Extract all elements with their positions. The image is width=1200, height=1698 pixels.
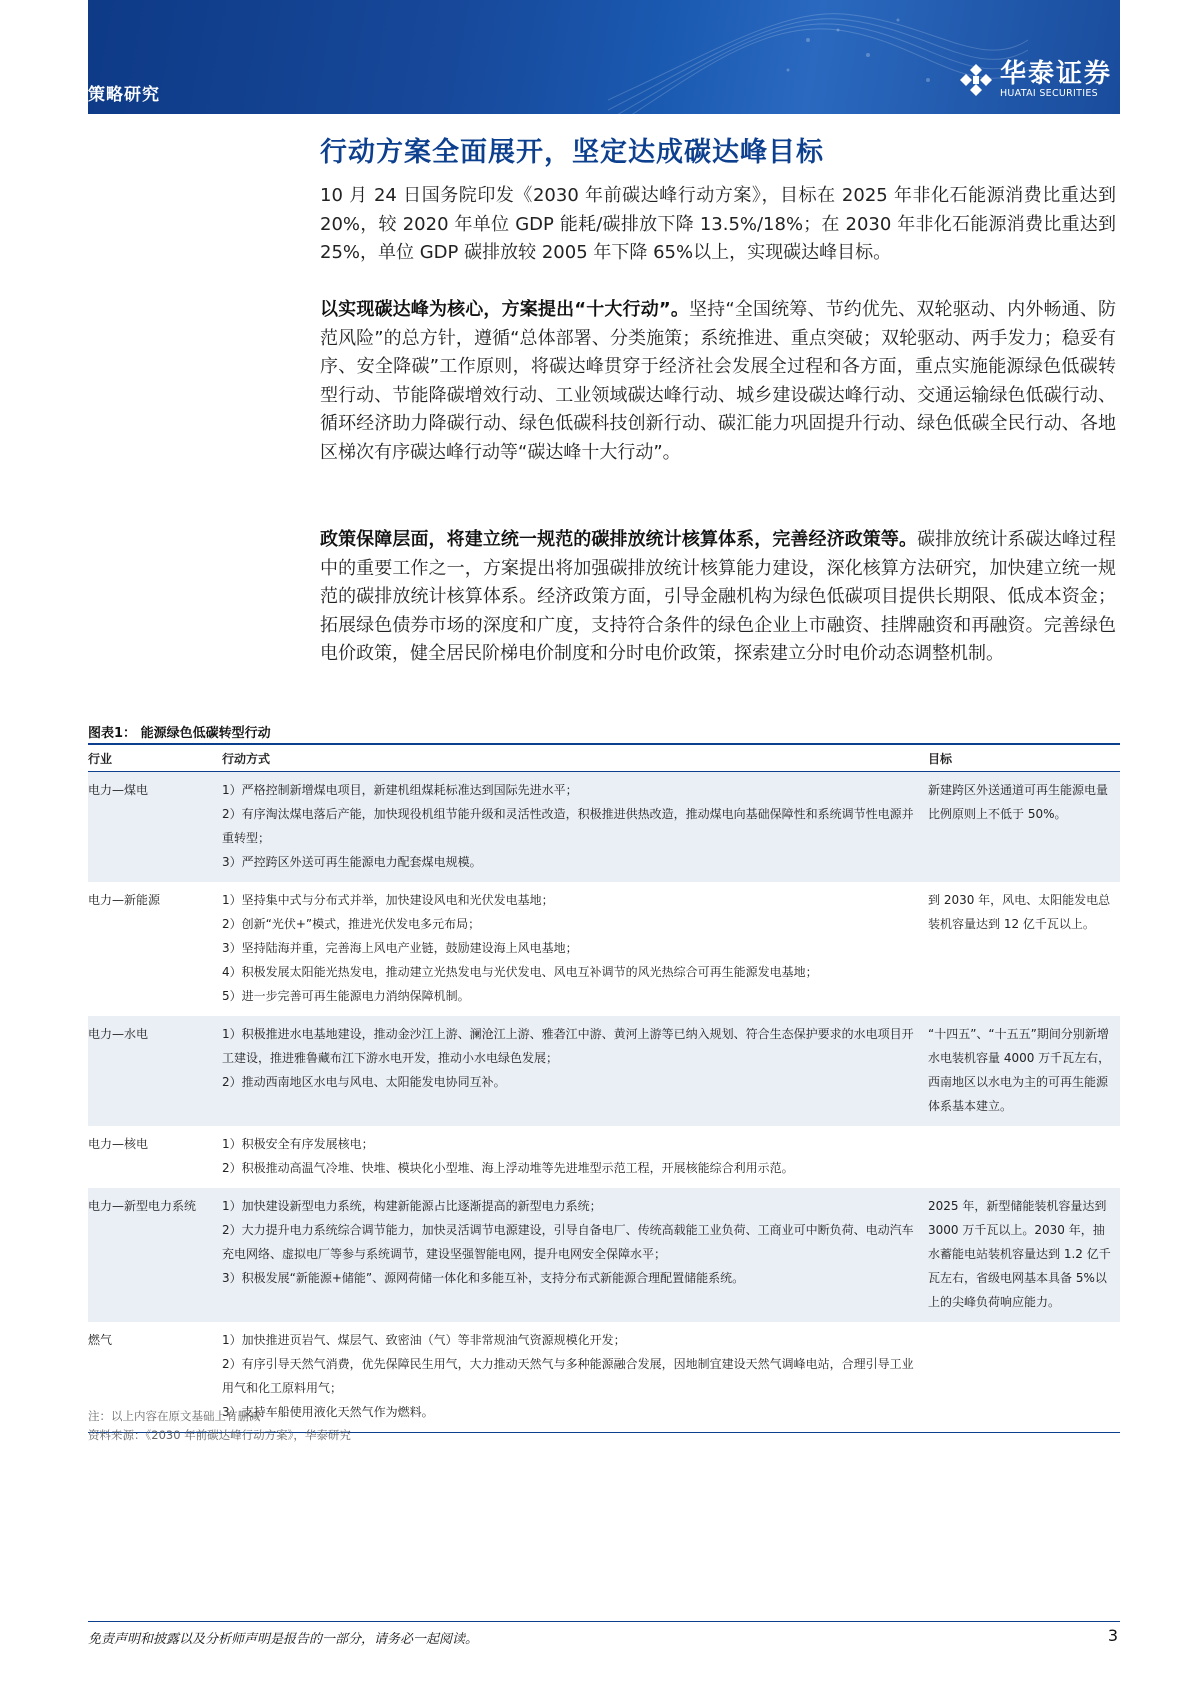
header-target: 目标: [928, 744, 1120, 772]
energy-transition-table: [88, 743, 1120, 1433]
paragraph-3-text: 碳排放统计系碳达峰过程中的重要工作之一，方案提出将加强碳排放统计核算能力建设，深化核算方法研究，加快建立统一规范的碳排放统计核算体系。经济政策方面，引导金融机构为绿色低碳项目提供长期限、低成本资金；拓展绿色债券市场的深度和广度，支持符合条件的绿色企业上市融资、挂牌融资和再融资。完善绿色电价政策，健全居民阶梯电价制度和分时电价政策，探索建立分时电价动态调整机制。: [320, 529, 1117, 664]
cell-actions: 1）加快建设新型电力系统，构建新能源占比逐渐提高的新型电力系统； 2）大力提升电力系统综合调节能力，加快灵活调节电源建设，引导自备电厂、传统高载能工业负荷、工商业可中断负荷、电动汽车充电网络、虚拟电厂等参与系统调节，建设坚强智能电网，提升电网安全保障水平； 3）积极发展“新能源+储能”、源网荷储一体化和多能互补，支持分布式新能源合理配置储能系统。: [222, 1188, 928, 1322]
page-number: 3: [1107, 1626, 1118, 1645]
header-industry: 行业: [88, 744, 222, 772]
cell-industry: 燃气: [88, 1322, 222, 1433]
cell-target: 到 2030 年，风电、太阳能发电总装机容量达到 12 亿千瓦以上。: [928, 893, 1111, 931]
footer-divider: [88, 1621, 1120, 1622]
table-note: 注：以上内容在原文基础上有删减: [88, 1409, 261, 1423]
table-source: 资料来源：《2030 年前碳达峰行动方案》，华泰研究: [88, 1428, 351, 1442]
table-header-row: [88, 744, 1120, 772]
page-title: 行动方案全面展开，坚定达成碳达峰目标: [320, 137, 824, 168]
logo-english-name: HUATAI SECURITIES: [999, 88, 1098, 99]
cell-actions: 1）积极推进水电基地建设，推动金沙江上游、澜沧江上游、雅砻江中游、黄河上游等已纳入规划、符合生态保护要求的水电项目开工建设，推进雅鲁藏布江下游水电开发，推动小水电绿色发展； 2）推动西南地区水电与风电、太阳能发电协同互补。: [222, 1016, 928, 1126]
table-row: [88, 882, 1120, 1016]
cell-target: [928, 1126, 1120, 1188]
cell-target: “十四五”、“十五五”期间分别新增水电装机容量 4000 万千瓦左右，西南地区以水电为主的可再生能源体系基本建立。: [928, 1016, 1120, 1126]
paragraph-1: [320, 182, 1116, 268]
cell-industry: 电力—新型电力系统: [88, 1188, 222, 1322]
footer-disclaimer: 免责声明和披露以及分析师声明是报告的一部分，请务必一起阅读。: [88, 1632, 479, 1647]
table-caption: 图表1： 能源绿色低碳转型行动: [88, 726, 271, 741]
cell-target: 新建跨区外送通道可再生能源电量比例原则上不低于 50%。: [928, 772, 1120, 883]
logo-chinese-name: 华泰证券: [999, 59, 1112, 89]
paragraph-2: [320, 296, 1116, 467]
header-actions: 行动方式: [222, 744, 928, 772]
cell-target: [928, 1322, 1120, 1433]
section-label: 策略研究: [88, 85, 160, 105]
cell-actions: 1）加快推进页岩气、煤层气、致密油（气）等非常规油气资源规模化开发； 2）有序引导天然气消费，优先保障民生用气，大力推动天然气与多种能源融合发展，因地制宜建设天然气调峰电站，合理引导工业用气和化工原料用气； 3）支持车船使用液化天然气作为燃料。: [222, 1322, 928, 1433]
paragraph-3-lead: 政策保障层面，将建立统一规范的碳排放统计核算体系，完善经济政策等。: [320, 529, 918, 550]
paragraph-2-text: 坚持“全国统筹、节约优先、双轮驱动、内外畅通、防范风险”的总方针，遵循“总体部署、分类施策；系统推进、重点突破；双轮驱动、两手发力；稳妥有序、安全降碳”工作原则，将碳达峰贯穿于经济社会发展全过程和各方面，重点实施能源绿色低碳转型行动、节能降碳增效行动、工业领域碳达峰行动、城乡建设碳达峰行动、交通运输绿色低碳行动、循环经济助力降碳行动、绿色低碳科技创新行动、碳汇能力巩固提升行动、绿色低碳全民行动、各地区梯次有序碳达峰行动等“碳达峰十大行动”。: [320, 299, 1116, 463]
huatai-logo: [958, 60, 1112, 99]
table-row: [88, 772, 1120, 883]
cell-actions: 1）坚持集中式与分布式并举，加快建设风电和光伏发电基地； 2）创新“光伏+”模式，推进光伏发电多元布局； 3）坚持陆海并重，完善海上风电产业链，鼓励建设海上风电基地； 4）积极发展太阳能光热发电，推动建立光热发电与光伏发电、风电互补调节的风光热综合可再生能源发电基地； 5）进一步完善可再生能源电力消纳保障机制。: [222, 893, 818, 1003]
cell-actions: 1）严格控制新增煤电项目，新建机组煤耗标准达到国际先进水平； 2）有序淘汰煤电落后产能，加快现役机组节能升级和灵活性改造，积极推进供热改造，推动煤电向基础保障性和系统调节性电源并重转型； 3）严控跨区外送可再生能源电力配套煤电规模。: [222, 772, 928, 883]
table-row: [88, 1188, 1120, 1322]
cell-industry: 电力—水电: [88, 1016, 222, 1126]
header-banner: [88, 0, 1120, 114]
paragraph-2-lead: 以实现碳达峰为核心，方案提出“十大行动”。: [320, 299, 689, 320]
cell-actions: 1）积极安全有序发展核电； 2）积极推动高温气冷堆、快堆、模块化小型堆、海上浮动堆等先进堆型示范工程，开展核能综合利用示范。: [222, 1137, 794, 1175]
paragraph-1-text: 10 月 24 日国务院印发《2030 年前碳达峰行动方案》，目标在 2025 年非化石能源消费比重达到 20%，较 2020 年单位 GDP 能耗/碳排放下降 13.5%/18%；在 2030 年非化石能源消费比重达到 25%，单位 GDP 碳排放较 2005 年下降 65%以上，实现碳达峰目标。: [320, 185, 1116, 263]
table-row: [88, 1016, 1120, 1126]
huatai-logo-icon: [958, 62, 994, 98]
cell-industry: 电力—新能源: [88, 893, 161, 907]
paragraph-3: [320, 526, 1116, 669]
table-row: [88, 1126, 1120, 1188]
cell-target: 2025 年，新型储能装机容量达到 3000 万千瓦以上。2030 年，抽水蓄能电站装机容量达到 1.2 亿千瓦左右，省级电网基本具备 5%以上的尖峰负荷响应能力。: [928, 1188, 1120, 1322]
cell-industry: 电力—煤电: [88, 772, 222, 883]
cell-industry: 电力—核电: [88, 1137, 149, 1151]
